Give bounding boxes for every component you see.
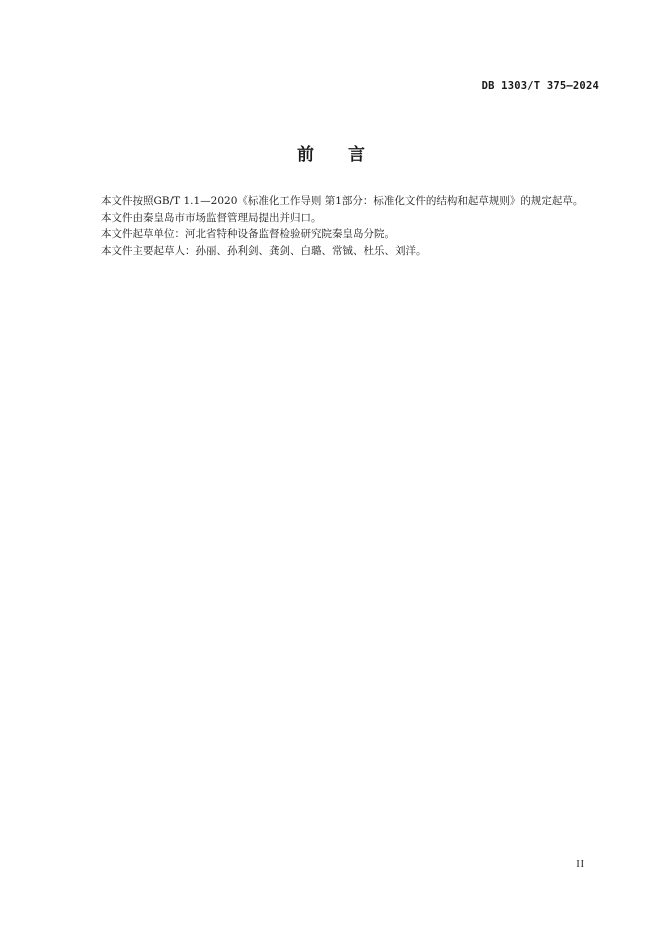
page-number: II xyxy=(576,859,585,870)
title-char-1: 前 xyxy=(297,145,314,165)
page-title xyxy=(0,140,662,165)
title-char-2: 言 xyxy=(348,145,365,165)
paragraph-drafters: 本文件主要起草人：孙丽、孙利剑、龚剑、白璐、常铖、杜乐、刘洋。 xyxy=(101,244,427,257)
foreword-body xyxy=(80,193,602,259)
paragraph-drafting-basis: 本文件按照GB/T 1.1—2020《标准化工作导则 第1部分：标准化文件的结构和起草规则》的规定起草。 xyxy=(101,195,584,207)
paragraph-proposer: 本文件由秦皇岛市市场监督管理局提出并归口。 xyxy=(101,211,322,224)
document-code: DB 1303/T 375—2024 xyxy=(481,80,599,92)
paragraph-drafting-unit: 本文件起草单位：河北省特种设备监督检验研究院秦皇岛分院。 xyxy=(101,228,395,240)
